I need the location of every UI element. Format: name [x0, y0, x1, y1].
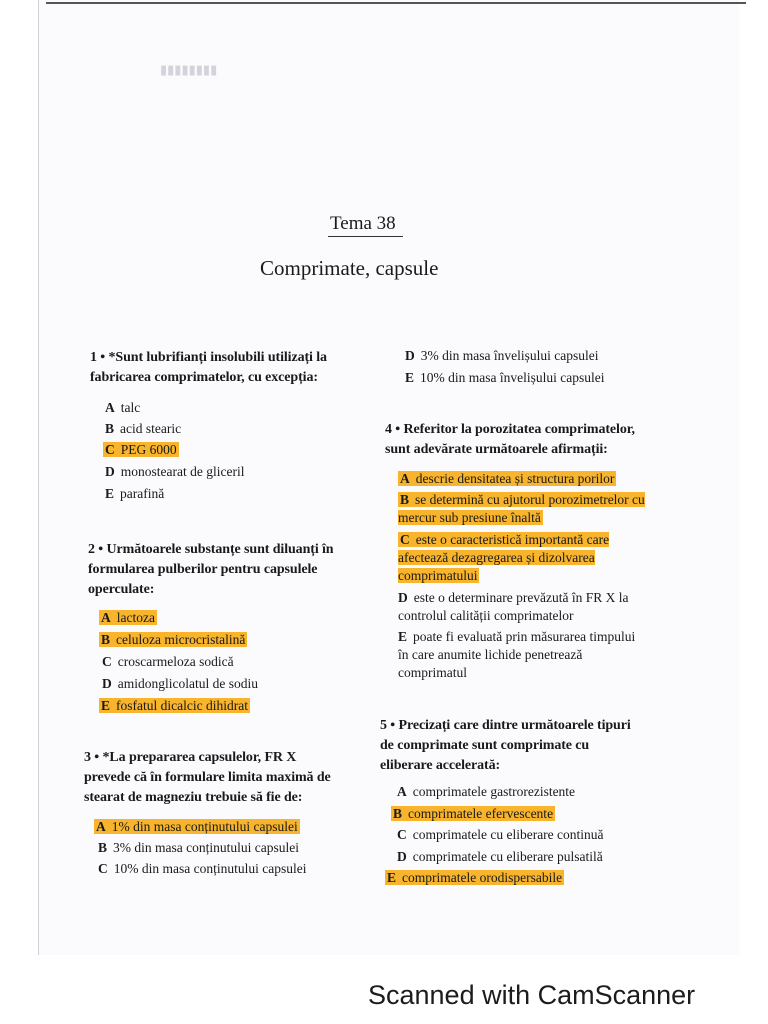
- q4-option-c: C este o caracteristică importantă care afectează dezagregarea și dizolvarea comprimatului: [398, 532, 610, 583]
- question-4: 4 • Referitor la porozitatea comprimatelor, sunt adevărate următoarele afirmații:: [385, 422, 635, 457]
- q5-option-d: D comprimatele cu eliberare pulsatilă: [397, 849, 603, 864]
- page-subtitle: Comprimate, capsule: [260, 256, 439, 280]
- q3-option-c: C 10% din masa conținutului capsulei: [98, 861, 307, 876]
- q3-option-a: A 1% din masa conținutului capsulei: [96, 819, 298, 834]
- q5-option-a: A comprimatele gastrorezistente: [397, 784, 576, 799]
- q2-option-b: B celuloza microcristalină: [101, 632, 246, 647]
- q5-option-e: E comprimatele orodispersabile: [387, 870, 563, 885]
- question-5: 5 • Precizați care dintre următoarele tipuri de comprimate sunt comprimate cu eliberare accelerată:: [380, 718, 631, 773]
- question-3: 3 • *La prepararea capsulelor, FR X prevede că în formulare limita maximă de stearat de magneziu trebuie să fie de:: [84, 750, 331, 805]
- q3-option-e: E 10% din masa învelișului capsulei: [405, 370, 605, 385]
- title-underline: [328, 236, 403, 237]
- question-1: 1 • *Sunt lubrifianți insolubili utilizați la fabricarea comprimatelor, cu excepția:: [90, 350, 327, 385]
- q1-option-e: E parafină: [105, 486, 165, 501]
- q2-option-c: C croscarmeloza sodică: [102, 654, 234, 669]
- page-top-edge: [46, 2, 746, 4]
- bleed-through-text: ▮▮▮▮▮▮▮▮: [160, 62, 218, 77]
- q5-option-c: C comprimatele cu eliberare continuă: [397, 827, 604, 842]
- q3-option-d: D 3% din masa învelișului capsulei: [405, 348, 599, 363]
- q5-option-b: B comprimatele efervescente: [393, 806, 554, 821]
- q3-option-b: B 3% din masa conținutului capsulei: [98, 840, 299, 855]
- q4-option-a: A descrie densitatea și structura porilor: [400, 471, 615, 486]
- q1-option-d: D monostearat de gliceril: [105, 464, 245, 479]
- q4-option-d: D este o determinare prevăzută în FR X la controlul calității comprimatelor: [398, 590, 629, 623]
- q1-option-a: A talc: [105, 400, 141, 415]
- page-title: Tema 38: [330, 213, 396, 234]
- q2-option-e: E fosfatul dicalcic dihidrat: [101, 698, 248, 713]
- q1-option-b: B acid stearic: [105, 421, 182, 436]
- q4-option-e: E poate fi evaluată prin măsurarea timpului în care anumite lichide penetrează comprimatul: [398, 629, 636, 680]
- question-2: 2 • Următoarele substanțe sunt diluanți în formularea pulberilor pentru capsulele operculate:: [88, 542, 334, 597]
- q1-option-c: C PEG 6000: [105, 442, 177, 457]
- q2-option-a: A lactoza: [101, 610, 155, 625]
- q4-option-b: B se determină cu ajutorul porozimetrelor cu mercur sub presiune înaltă: [398, 492, 645, 525]
- camscanner-watermark: Scanned with CamScanner: [368, 980, 696, 1010]
- q2-option-d: D amidonglicolatul de sodiu: [102, 676, 258, 691]
